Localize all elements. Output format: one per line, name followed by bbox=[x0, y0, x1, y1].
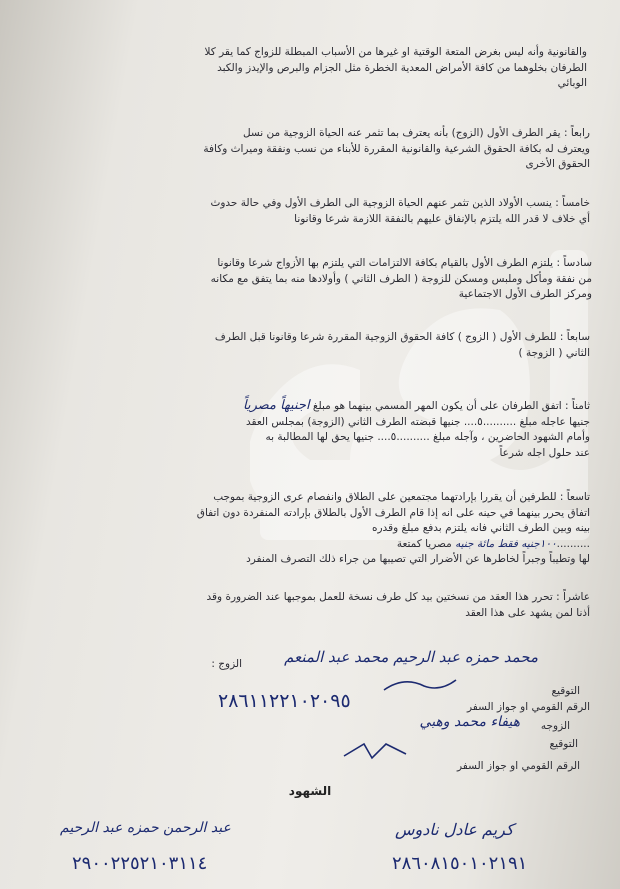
clause-line: اتفاق يحرر بينهما في حينه على انه إذا قام الطرف الأول بالطلاق بإرادته المنفردة دون اتفاق bbox=[196, 506, 590, 519]
clause-tenth bbox=[207, 590, 591, 621]
witness-1-name: كريم عادل نادوس bbox=[395, 820, 514, 839]
witnesses-heading: الشهود bbox=[288, 784, 332, 798]
clause-line: الحقوق الأخرى bbox=[525, 158, 590, 170]
witness-2-id: ٢٩٠٠٢٢٥٢١٠٣١١٤ bbox=[72, 853, 208, 874]
clause-ninth bbox=[197, 490, 590, 568]
clause-line: الوبائي bbox=[557, 77, 587, 89]
clause-intro bbox=[205, 45, 587, 92]
clause-line: رابعاً : يقر الطرف الأول (الزوج) بأنه يعترف بما تثمر عنه الحياة الزوجية من نسل bbox=[242, 127, 590, 139]
clause-line: سادساً : يلتزم الطرف الأول بالقيام بكافة الالتزامات التي يلتزم بها الأزواج شرعا وقانونا bbox=[217, 257, 592, 269]
clause-seventh bbox=[215, 330, 590, 361]
national-id-label-2: الرقم القومي او جواز السفر bbox=[457, 760, 580, 772]
handwritten-compensation: ١٠٠جنيه فقط مائة جنيه bbox=[455, 537, 557, 550]
clause-line: ومركز الطرف الأول الاجتماعية bbox=[458, 288, 592, 300]
clause-line: عند حلول اجله شرعاً bbox=[499, 446, 590, 459]
clause-line: خامساً : ينسب الأولاد الذين تثمر عنهم الحياة الزوجية الى الطرف الأول وفي حالة حدوث bbox=[210, 197, 590, 209]
signature-label-2: التوقيع bbox=[549, 738, 578, 750]
clause-line: ثامناً : اتفق الطرفان على أن يكون المهر المسمي بينهما هو مبلغ اجنيهاً مصرياً bbox=[242, 398, 590, 413]
clause-line: أذنا لمن يشهد على هذا العقد bbox=[465, 606, 590, 619]
national-id-label-1: الرقم القومي او جواز السفر bbox=[467, 701, 590, 713]
witness-2-name: عبد الرحمن حمزه عبد الرحيم bbox=[60, 820, 231, 836]
clause-eighth bbox=[243, 398, 590, 461]
clause-sixth bbox=[211, 256, 592, 303]
handwritten-dowry: اجنيهاً مصرياً bbox=[242, 398, 310, 413]
signature-scribble bbox=[340, 740, 410, 764]
clause-line: تاسعاً : للطرفين أن يقررا بإرادتهما مجتمعين على الطلاق وانفصام عرى الزوجية بموجب bbox=[213, 491, 590, 503]
husband-signature: محمد حمزه عبد الرحيم محمد عبد المنعم bbox=[284, 648, 538, 666]
clause-fifth bbox=[210, 196, 590, 227]
clause-line: الثاني ( الزوجة ) bbox=[518, 346, 590, 359]
husband-label: الزوج : bbox=[211, 658, 242, 670]
wife-label: الزوجه bbox=[540, 720, 570, 732]
clause-line: لها وتطيباً وجبراً لخاطرها عن الأضرار التي تصيبها من جراء ذلك التصرف المنفرد bbox=[246, 553, 590, 565]
clause-line: ..........١٠٠جنيه فقط مائة جنيه مصريا كمتعة bbox=[396, 537, 590, 550]
clause-line: أي خلاف لا قدر الله يلتزم بالإنفاق عليهم بالنفقة اللازمة شرعا وقانونا bbox=[294, 212, 590, 225]
husband-national-id: ٢٨٦١١٢٢١٠٢٠٩٥ bbox=[218, 690, 351, 712]
witness-1-id: ٢٨٦٠٨١٥٠١٠٢١٩١ bbox=[392, 853, 528, 874]
wife-name: هيفاء محمد وهبي bbox=[419, 714, 520, 730]
clause-line: جنيها عاجله مبلغ ..........٥.... جنيها قبضته الطرف الثاني (الزوجة) بمجلس العقد bbox=[246, 415, 590, 428]
clause-line: بينه وبين الطرف الثاني فانه يلتزم بدفع مبلغ وقدره bbox=[371, 522, 590, 534]
clause-line: سابعاً : للطرف الأول ( الزوج ) كافة الحقوق الزوجية المقررة شرعا وقانونا قبل الطرف bbox=[214, 331, 590, 343]
clause-line: من نفقة ومأكل وملبس ومسكن للزوجة ( الطرف الثاني ) وأولادها منه بما يتفق مع مكانه bbox=[210, 272, 592, 285]
clause-line: وأمام الشهود الحاضرين ، وآجله مبلغ ..........٥.... جنيها يحق لها المطالبة به bbox=[265, 431, 590, 443]
clause-line: ويعترف له بكافة الحقوق الشرعية والقانونية المقررة للأبناء من نسب ونفقة وميراث وكافة bbox=[203, 142, 590, 155]
clause-line: عاشراً : تحرر هذا العقد من نسختين بيد كل طرف نسخة للعمل بموجبها عند الضرورة وقد bbox=[206, 591, 590, 603]
clause-line: والقانونية وأنه ليس بغرض المتعة الوقتية او غيرها من الأسباب المبطلة للزواج كما يقر كلا bbox=[204, 46, 587, 58]
signature-scribble bbox=[380, 676, 460, 696]
signature-label-1: التوقيع bbox=[551, 685, 580, 697]
clause-fourth bbox=[203, 126, 590, 173]
clause-line: الطرفان بخلوهما من كافة الأمراض المعدية الخطرة مثل الجزام والبرص والإيدز والكبد bbox=[217, 61, 587, 74]
